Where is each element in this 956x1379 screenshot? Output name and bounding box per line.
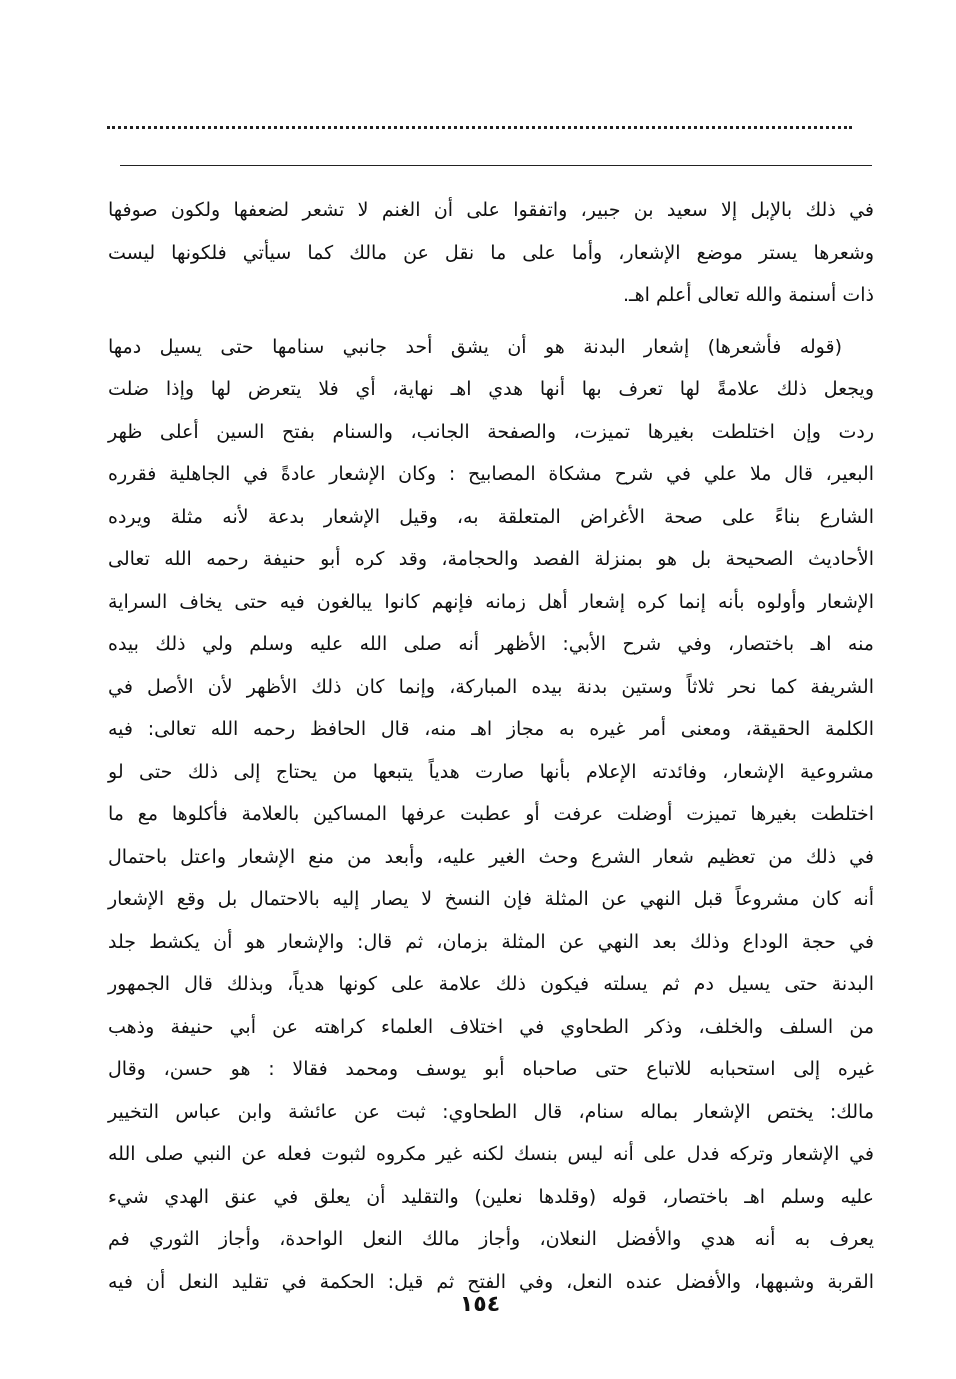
text-line: الأحاديث الصحيحة بل هو بمنزلة الفصد والحجامة، وقد كره أبو حنيفة رحمه الله تعالى bbox=[108, 548, 874, 570]
text-line: ذات أسنمة والله تعالى أعلم اهـ. bbox=[623, 284, 874, 306]
paragraph-2 bbox=[108, 326, 874, 1304]
text-line: ردت وإن اختلطت بغيرها تميزت، والصفحة الجانب، والسنام بفتح السين أعلى ظهر bbox=[108, 420, 874, 443]
text-line: ويجعل ذلك علامةً لها تعرف بها أنها هدي اهـ نهاية، أي فلا يتعرض لها وإذا ضلت bbox=[108, 378, 874, 400]
text-line: مشروعية الإشعار، وفائدته الإعلام بأنها صارت هدياً يتبعها من يحتاج إلى ذلك حتى لو bbox=[108, 760, 874, 783]
page-number: ١٥٤ bbox=[459, 1292, 501, 1317]
text-line: الشريفة كما نحر ثلاثاً وستين بدنة بيده المباركة، وإنما كان ذلك الأظهر لأن الأصل في bbox=[108, 675, 874, 698]
text-line: اختلطت بغيرها تميزت أوضلت عرفت أو عطبت عرفها المساكين بالعلامة فأكلوها مع ما bbox=[108, 803, 874, 825]
text-line: الإشعار وأولوه بأنه إنما كره إشعار أهل زمانه فإنهم كانوا يبالغون فيه حتى يخاف السراية bbox=[108, 590, 874, 613]
text-line: أنه كان مشروعاً قبل النهي عن المثلة فإن النسخ لا يصار إليه بالاحتمال بل وقع الإشعار bbox=[108, 888, 874, 910]
header-rule bbox=[120, 165, 872, 166]
text-line: في حجة الوداع وذلك بعد النهي عن المثلة بزمان، ثم قال: والإشعار هو أن يكشط جلد bbox=[108, 930, 874, 953]
text-line: البدنة حتى يسيل دم ثم يسلته فيكون ذلك علامة على كونها هدياً، وبذلك قال الجمهور bbox=[108, 973, 874, 995]
text-line: في الإشعار وتركه فدل على أنه ليس بنسك لكنه غير مكروه لثبوت فعله عن النبي صلى الله bbox=[108, 1143, 874, 1165]
text-line: غيره إلى استحبابه للاتباع حتى صاحباه أبو يوسف ومحمد فقالا : هو حسن، وقال bbox=[108, 1058, 874, 1080]
text-line: عليه وسلم اهـ باختصار، قوله (وقلدها نعلين) والتقليد أن يعلق في عنق الهدي شيء bbox=[108, 1185, 874, 1208]
text-line: في ذلك من تعظيم شعار الشرع وحث الغير عليه، وأبعد من منع الإشعار واعتل باحتمال bbox=[108, 845, 874, 868]
text-line: البعير، قال ملا علي في شرح مشكاة المصابيح : وكان الإشعار عادةً في الجاهلية فقرره bbox=[108, 463, 874, 485]
text-line: وشعرها يستر موضع الإشعار، وأما على ما نقل عن مالك كما سيأتي فلكونها ليست bbox=[108, 241, 874, 264]
page-body bbox=[108, 189, 874, 1303]
text-line: من السلف والخلف، وذكر الطحاوي في اختلاف العلماء كراهته عن أبي حنيفة وذهب bbox=[108, 1015, 874, 1038]
text-line: الشارع بناءً على صحة الأغراض المتعلقة به، وقيل الإشعار بدعة لأنه مثلة ويرده bbox=[108, 505, 874, 528]
text-line: يعرف به أنه هدي والأفضل النعلان، وأجاز مالك النعل الواحدة، وأجاز الثوري فم bbox=[108, 1228, 874, 1250]
text-line: القربة وشبهها، والأفضل عنده النعل، وفي الفتح ثم قيل: الحكمة في تقليد النعل أن فيه bbox=[108, 1270, 874, 1293]
text-line: الكلمة الحقيقة، ومعنى أمر غيره به مجاز اهـ منه، قال الحافظ رحمه الله تعالى: فيه bbox=[108, 718, 874, 740]
text-line: منه اهـ باختصار، وفي شرح الأبي: الأظهر أنه صلى الله عليه وسلم ولي ذلك بيده bbox=[108, 633, 874, 655]
text-line: في ذلك بالإبل إلا سعيد بن جبير، واتفقوا على أن الغنم لا تشعر لضعفها ولكون صوفها bbox=[108, 199, 874, 221]
paragraph-1 bbox=[108, 189, 874, 317]
dotted-header-separator bbox=[107, 116, 852, 129]
text-line: مالك: يختص الإشعار بماله سنام، قال الطحاوي: ثبت عن عائشة وابن عباس التخيير bbox=[108, 1100, 874, 1123]
text-line: (قوله فأشعرها) إشعار البدنة هو أن يشق أحد جانبي سنامها حتى يسيل دمها bbox=[108, 335, 842, 358]
